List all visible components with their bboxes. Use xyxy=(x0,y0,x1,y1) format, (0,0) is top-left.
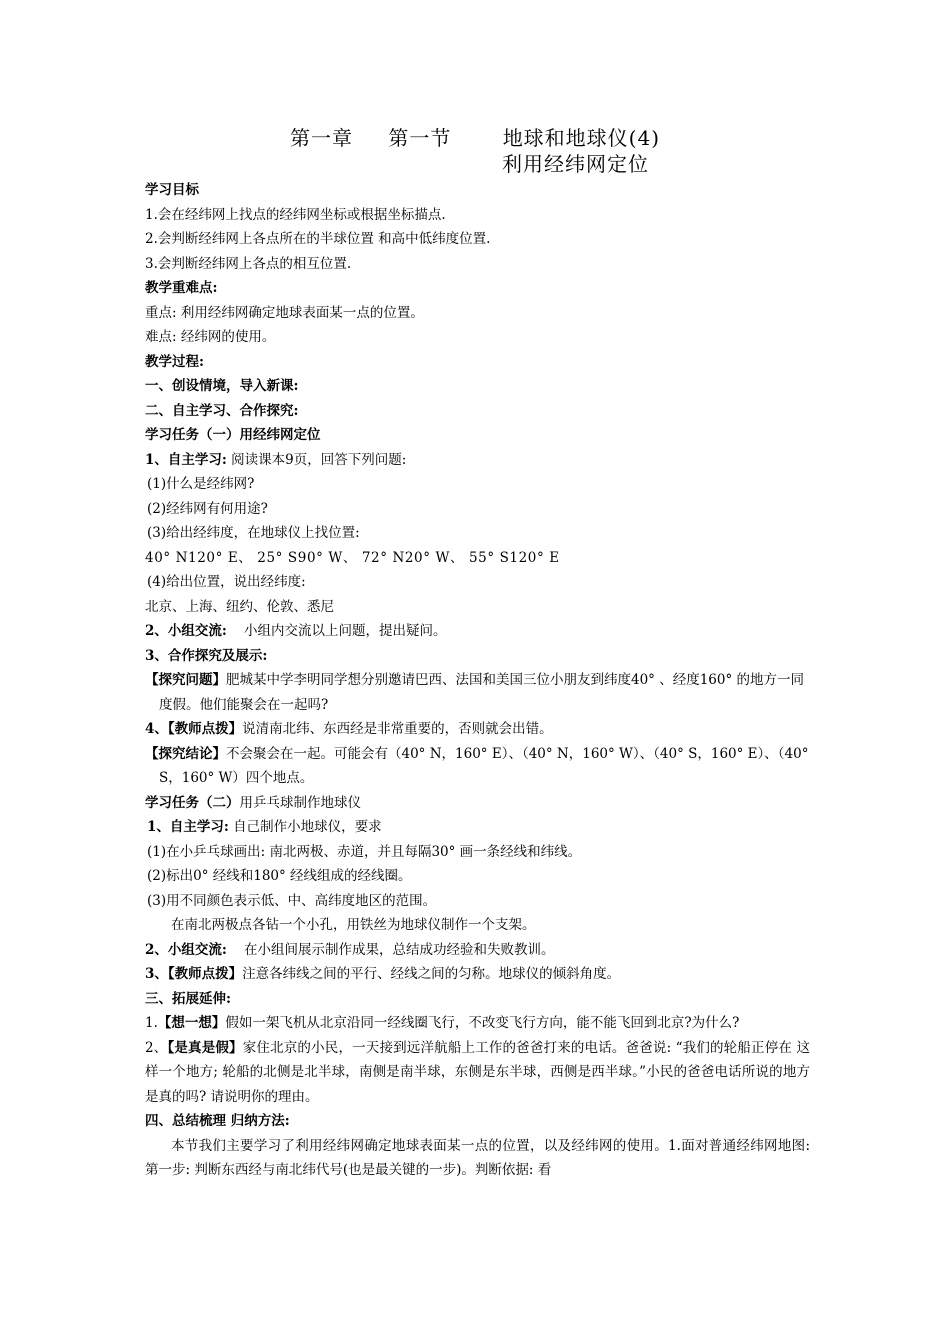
task2-step1-label: 1、自主学习: xyxy=(147,819,229,835)
task1-step4-text: 说清南北纬、东西经是非常重要的，否则就会出错。 xyxy=(242,721,553,737)
ext1-number: 1. xyxy=(145,1015,158,1031)
ext2-label: 【是真是假】 xyxy=(167,1039,243,1056)
task2-requirement: (1)在小乒乓球画出: 南北两极、赤道，并且每隔30° 画一条经线和纬线。 xyxy=(147,843,582,860)
hard-point: 难点: 经纬网的使用。 xyxy=(145,329,276,345)
task1-step2-text: 小组内交流以上问题，提出疑问。 xyxy=(226,623,447,639)
task1-step4-label: 4、【教师点拨】 xyxy=(145,721,243,737)
task1-question: (2)经纬网有何用途? xyxy=(147,500,268,517)
part4-heading: 四、总结梳理 归纳方法: xyxy=(145,1113,290,1129)
task1-step2 xyxy=(145,619,810,644)
task2-requirement: 在南北两极点各钻一个小孔，用铁丝为地球仪制作一个支架。 xyxy=(171,917,536,933)
extension-item-2 xyxy=(145,1036,810,1110)
explore-label: 【探究问题】 xyxy=(145,672,226,688)
document-subtitle: 利用经纬网定位 xyxy=(502,152,649,176)
task1-question: (1)什么是经纬网? xyxy=(147,476,255,492)
ext1-label: 【想一想】 xyxy=(157,1015,226,1031)
objective-item: 1.会在经纬网上找点的经纬网坐标或根据坐标描点. xyxy=(145,206,446,223)
ext2-number: 2、 xyxy=(145,1039,168,1056)
difficulties-heading: 教学重难点: xyxy=(145,280,218,296)
task2-heading xyxy=(145,791,810,816)
task1-step3-label: 3、合作探究及展示: xyxy=(145,647,268,664)
task1-coords: 40° N120° E、 25° S90° W、 72° N20° W、 55° S120° E xyxy=(145,549,560,566)
task1-places: 北京、上海、纽约、伦敦、悉尼 xyxy=(145,598,334,615)
document-title xyxy=(0,124,950,152)
ext2-text: 家住北京的小民，一天接到远洋航船上工作的爸爸打来的电话。爸爸说: “我们的轮船正停在 这样一个地方; 轮船的北侧是北半球，南侧是南半球，东侧是东半球，西侧是西半球。”小民的爸爸电话所说的地方是真的吗? 请说明你的理由。 xyxy=(145,1039,811,1105)
task1-question: (4)给出位置，说出经纬度: xyxy=(147,574,306,590)
task1-step1 xyxy=(145,448,810,473)
explore-text: 肥城某中学李明同学想分别邀请巴西、法国和美国三位小朋友到纬度40° 、经度160° 的地方一同度假。他们能聚会在一起吗? xyxy=(159,672,805,713)
task2-step1-text: 自己制作小地球仪，要求 xyxy=(228,819,382,835)
task2-step2 xyxy=(145,938,810,963)
task1-heading: 学习任务（一）用经纬网定位 xyxy=(145,427,321,443)
objective-item: 3.会判断经纬网上各点的相互位置. xyxy=(145,255,352,272)
task2-step3-label: 3、【教师点拨】 xyxy=(145,966,243,982)
task1-conclusion xyxy=(145,742,810,791)
part3-heading: 三、拓展延伸: xyxy=(145,990,231,1007)
task1-step1-text: 阅读课本9页，回答下列问题: xyxy=(226,451,407,468)
conclusion-label: 【探究结论】 xyxy=(145,745,226,762)
task2-step3-text: 注意各纬线之间的平行、经线之间的匀称。地球仪的倾斜角度。 xyxy=(242,966,621,982)
task1-step1-label: 1、自主学习: xyxy=(145,451,227,468)
conclusion-text: 不会聚会在一起。可能会有（40° N，160° E）、（40° N，160° W）、（40° S，160° E）、（40° S，160° W）四个地点。 xyxy=(159,745,809,786)
ext1-text: 假如一架飞机从北京沿同一经线圈飞行，不改变飞行方向，能不能飞回到北京?为什么? xyxy=(225,1015,740,1031)
task2-heading-bold: 学习任务（二） xyxy=(145,794,240,811)
task2-step1 xyxy=(145,815,810,840)
objective-item: 2.会判断经纬网上各点所在的半球位置 和高中低纬度位置. xyxy=(145,231,491,247)
task2-step3 xyxy=(145,962,810,987)
task1-step2-label: 2、小组交流: xyxy=(145,623,227,639)
section-label: 第一节 xyxy=(388,126,452,150)
part1-heading: 一、创设情境，导入新课: xyxy=(145,378,299,394)
task1-question: (3)给出经纬度，在地球仪上找位置: xyxy=(147,525,360,541)
task1-step4 xyxy=(145,717,810,742)
part2-heading: 二、自主学习、合作探究: xyxy=(145,402,299,419)
objectives-heading: 学习目标 xyxy=(145,182,199,198)
extension-item-1 xyxy=(145,1011,810,1036)
task2-requirement: (2)标出0° 经线和180° 经线组成的经线圈。 xyxy=(147,868,412,884)
document-body xyxy=(145,178,810,1183)
task2-heading-text: 用乒乓球制作地球仪 xyxy=(239,794,361,811)
task2-step2-label: 2、小组交流: xyxy=(145,941,227,958)
topic-label: 地球和地球仪(4) xyxy=(502,126,661,150)
summary-paragraph: 本节我们主要学习了利用经纬网确定地球表面某一点的位置，以及经纬网的使用。1.面对普通经纬网地图: 第一步: 判断东西经与南北纬代号(也是最关键的一步)。判断依据: 看 xyxy=(145,1137,810,1178)
task1-explore xyxy=(145,668,810,717)
process-heading: 教学过程: xyxy=(145,353,204,370)
task2-step2-text: 在小组间展示制作成果，总结成功经验和失败教训。 xyxy=(226,941,555,958)
chapter-label: 第一章 xyxy=(289,126,353,150)
task2-requirement: (3)用不同颜色表示低、中、高纬度地区的范围。 xyxy=(147,892,437,909)
key-point: 重点: 利用经纬网确定地球表面某一点的位置。 xyxy=(145,304,424,321)
